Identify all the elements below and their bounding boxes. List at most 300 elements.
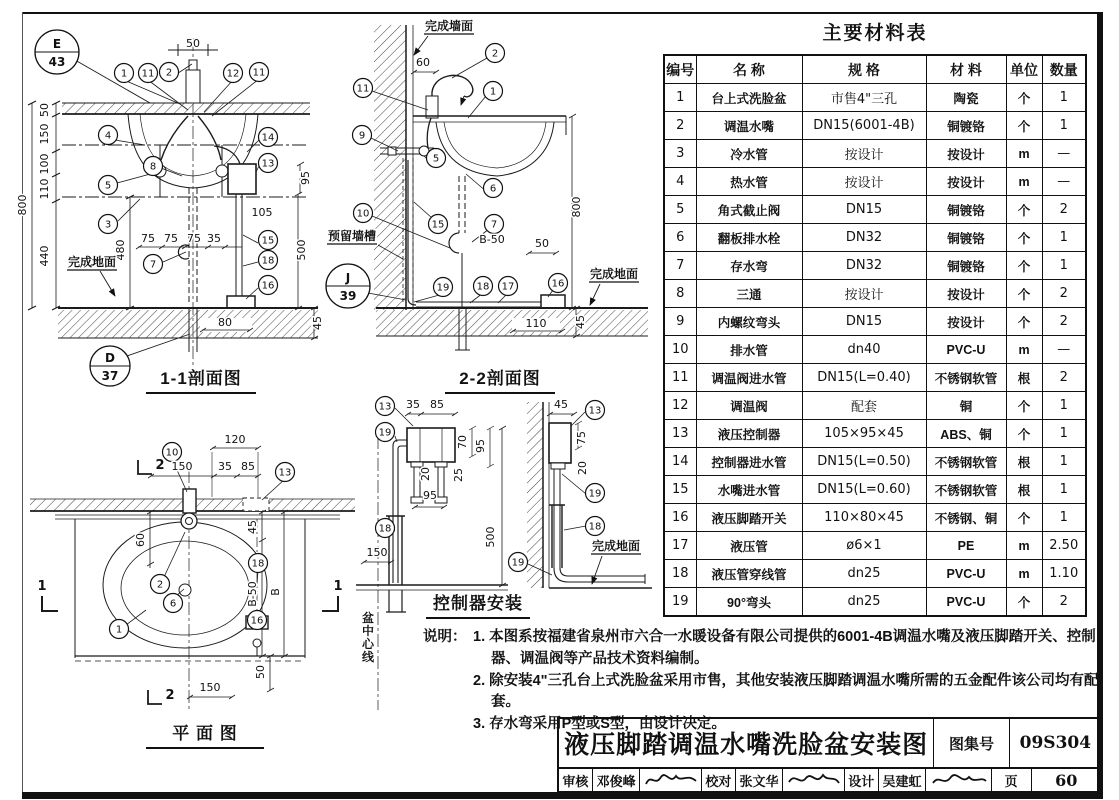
note-item: 3. 存水弯采用P型或S型，由设计决定。 [473, 716, 726, 732]
material-cell: 不锈钢软管 [926, 448, 1006, 476]
vdim-500 [295, 240, 308, 261]
callout-2 [160, 63, 179, 82]
vdim-50 [38, 103, 51, 117]
svg-text:18: 18 [261, 255, 275, 267]
mark-1 [333, 579, 342, 594]
vdim-440 [38, 246, 51, 267]
callout-1 [110, 620, 129, 639]
vdim-100 [38, 154, 51, 175]
material-cell: m [1006, 532, 1042, 560]
material-cell: 按设计 [926, 140, 1006, 168]
material-cell: m [1006, 168, 1042, 196]
svg-text:3: 3 [104, 219, 112, 231]
material-cell: 19 [664, 588, 696, 617]
callout-7 [144, 255, 163, 274]
material-cell: 2 [1042, 364, 1086, 392]
material-cell: DN15 [802, 308, 926, 336]
dim-50 [186, 37, 200, 50]
svg-text:50: 50 [535, 237, 549, 250]
material-cell: 铜镀铬 [926, 112, 1006, 140]
svg-text:110: 110 [38, 178, 51, 200]
material-cell: 2.50 [1042, 532, 1086, 560]
vdim-45 [311, 316, 324, 330]
svg-text:80: 80 [218, 316, 232, 329]
callout-13 [276, 463, 295, 482]
callout-5 [427, 149, 446, 168]
reviewer-signature [640, 769, 702, 791]
callout-19 [434, 278, 453, 297]
callout-5 [99, 176, 118, 195]
svg-text:19: 19 [511, 557, 525, 569]
mark-2 [165, 688, 174, 703]
svg-text:43: 43 [48, 55, 66, 69]
materials-table-title: 主要材料表 [822, 23, 928, 44]
finished-floor-label [589, 266, 639, 282]
material-cell: 不锈钢、铜 [926, 504, 1006, 532]
material-cell: PVC-U [926, 588, 1006, 617]
svg-text:150: 150 [38, 123, 51, 145]
material-cell: PVC-U [926, 336, 1006, 364]
svg-text:20: 20 [419, 467, 432, 481]
review-label: 审核 [559, 769, 593, 791]
svg-text:100: 100 [38, 153, 51, 175]
svg-text:12: 12 [226, 68, 240, 80]
material-cell: — [1042, 336, 1086, 364]
vdim-75 [575, 431, 588, 445]
detail-ref-e43 [35, 30, 79, 74]
svg-text:13: 13 [588, 405, 602, 417]
callout-9 [353, 126, 372, 145]
material-cell: 2 [1042, 280, 1086, 308]
material-cell: 15 [664, 476, 696, 504]
material-row [664, 336, 1086, 364]
callout-1 [115, 64, 134, 83]
material-cell: — [1042, 168, 1086, 196]
dim-60 [416, 56, 430, 69]
callout-11 [354, 79, 373, 98]
dim-120 [225, 433, 246, 446]
svg-text:20: 20 [576, 461, 589, 475]
section-1-1-linework [28, 38, 318, 368]
svg-text:45: 45 [311, 316, 324, 330]
page-label: 页 [992, 769, 1032, 791]
material-cell: 个 [1006, 588, 1042, 617]
material-row [664, 364, 1086, 392]
material-row [664, 168, 1086, 196]
vdim-45 [574, 315, 587, 329]
column-header: 材 料 [926, 55, 1006, 84]
material-cell: 热水管 [696, 168, 802, 196]
callout-4 [99, 126, 118, 145]
material-cell: 铜镀铬 [926, 252, 1006, 280]
atlas-number-label: 图集号 [934, 719, 1009, 767]
notes-label: 说明： [423, 629, 467, 645]
svg-text:2: 2 [165, 67, 173, 79]
material-cell: 个 [1006, 280, 1042, 308]
svg-text:11: 11 [141, 68, 155, 80]
callout-18 [249, 554, 268, 573]
material-cell: 个 [1006, 504, 1042, 532]
checker-signature [783, 769, 845, 791]
material-cell: 翻板排水栓 [696, 224, 802, 252]
dim-150 [172, 460, 193, 473]
svg-text:完成地面: 完成地面 [591, 539, 641, 553]
note-item: 1. 本图系按福建省泉州市六合一水暖设备有限公司提供的6001-4B调温水嘴及液压脚踏开关、控制器、调温阀等产品技术资料编制。 [473, 629, 1096, 667]
materials-table-head [664, 55, 1086, 84]
vdim-110 [38, 179, 51, 200]
svg-text:150: 150 [199, 681, 221, 694]
svg-text:B: B [269, 588, 282, 596]
svg-text:18: 18 [588, 521, 602, 533]
svg-text:45: 45 [554, 398, 568, 411]
dim-35 [406, 398, 420, 411]
material-cell: 105×95×45 [802, 420, 926, 448]
vdim-50 [254, 665, 267, 679]
svg-text:1: 1 [37, 579, 47, 594]
svg-text:18: 18 [476, 281, 490, 293]
svg-text:480: 480 [114, 239, 127, 261]
vdim-500 [484, 527, 497, 548]
material-cell: 个 [1006, 252, 1042, 280]
material-cell: 90°弯头 [696, 588, 802, 617]
material-cell: 2 [1042, 308, 1086, 336]
svg-text:19: 19 [588, 488, 602, 500]
svg-text:16: 16 [261, 280, 275, 292]
material-cell: 16 [664, 504, 696, 532]
material-cell: 个 [1006, 392, 1042, 420]
vdim-45 [246, 520, 259, 534]
reserved-wall-chase-label [327, 228, 377, 244]
vdim-20 [576, 461, 589, 475]
svg-text:J: J [345, 271, 351, 285]
svg-text:440: 440 [38, 245, 51, 267]
material-cell: 角式截止阀 [696, 196, 802, 224]
material-cell: 个 [1006, 112, 1042, 140]
vdim-150 [38, 124, 51, 145]
material-cell: DN15(L=0.40) [802, 364, 926, 392]
material-row [664, 588, 1086, 617]
materials-table-body [664, 84, 1086, 617]
material-cell: 铜镀铬 [926, 224, 1006, 252]
dim-150 [367, 546, 388, 559]
signature-scribble [929, 770, 989, 790]
material-cell: PE [926, 532, 1006, 560]
dim-80 [218, 316, 232, 329]
design-label: 设计 [845, 769, 879, 791]
svg-text:25: 25 [452, 468, 465, 482]
mark-2 [155, 458, 164, 473]
designer-signature [926, 769, 992, 791]
callout-3 [99, 215, 118, 234]
material-cell: 陶瓷 [926, 84, 1006, 112]
material-cell: ABS、铜 [926, 420, 1006, 448]
material-cell: 8 [664, 280, 696, 308]
material-cell: 1 [1042, 252, 1086, 280]
material-row [664, 504, 1086, 532]
svg-text:2: 2 [165, 688, 175, 703]
callout-19 [509, 553, 528, 572]
material-cell: 1 [1042, 420, 1086, 448]
material-cell: 1 [1042, 84, 1086, 112]
callout-10 [163, 443, 182, 462]
material-cell: 控制器进水管 [696, 448, 802, 476]
callout-18 [376, 519, 395, 538]
material-row [664, 420, 1086, 448]
basin-centerline-label [361, 610, 375, 664]
material-cell: 1 [1042, 392, 1086, 420]
svg-text:1: 1 [333, 579, 343, 594]
svg-text:75: 75 [575, 431, 588, 445]
material-cell: 个 [1006, 84, 1042, 112]
callout-11 [250, 63, 269, 82]
vdim-800 [16, 195, 29, 216]
svg-text:4: 4 [104, 130, 112, 142]
svg-text:10: 10 [165, 447, 179, 459]
material-cell: 配套 [802, 392, 926, 420]
callout-2 [151, 575, 170, 594]
material-row [664, 84, 1086, 112]
svg-text:8: 8 [149, 161, 157, 173]
material-cell: DN32 [802, 224, 926, 252]
mark-1 [37, 579, 46, 594]
material-cell: 按设计 [802, 168, 926, 196]
vdim-B-50 [246, 581, 259, 607]
svg-text:37: 37 [101, 369, 119, 383]
callout-12 [224, 64, 243, 83]
callout-2 [486, 44, 505, 63]
callout-8 [144, 157, 163, 176]
svg-text:95: 95 [423, 489, 437, 502]
material-row [664, 532, 1086, 560]
svg-text:45: 45 [246, 520, 259, 534]
material-cell: DN15(L=0.50) [802, 448, 926, 476]
material-cell: 台上式洗脸盆 [696, 84, 802, 112]
material-cell: 9 [664, 308, 696, 336]
plan-view-linework [30, 446, 355, 712]
material-row [664, 140, 1086, 168]
material-cell: 调温水嘴 [696, 112, 802, 140]
material-cell: 6 [664, 224, 696, 252]
svg-text:50: 50 [254, 665, 267, 679]
material-cell: 按设计 [802, 280, 926, 308]
svg-text:60: 60 [134, 533, 147, 547]
signature-scribble [643, 770, 699, 790]
svg-text:85: 85 [430, 398, 444, 411]
callout-18 [474, 277, 493, 296]
svg-text:完成墙面: 完成墙面 [424, 19, 474, 33]
svg-text:B-50: B-50 [479, 233, 505, 246]
dim-35 [207, 232, 221, 245]
material-cell: 12 [664, 392, 696, 420]
svg-text:75: 75 [164, 232, 178, 245]
svg-text:18: 18 [251, 558, 265, 570]
svg-text:11: 11 [356, 83, 370, 95]
svg-text:75: 75 [187, 232, 201, 245]
section-2-2-linework [368, 25, 648, 350]
material-cell: 液压控制器 [696, 420, 802, 448]
material-cell: 存水弯 [696, 252, 802, 280]
svg-text:7: 7 [149, 259, 157, 271]
dim-45 [554, 398, 568, 411]
material-cell: 11 [664, 364, 696, 392]
material-cell: 调温阀 [696, 392, 802, 420]
svg-text:5: 5 [104, 180, 112, 192]
column-header: 单位 [1006, 55, 1042, 84]
vdim-800 [570, 197, 583, 218]
svg-text:9: 9 [358, 130, 366, 142]
svg-text:120: 120 [224, 433, 246, 446]
material-cell: 市售4"三孔 [802, 84, 926, 112]
title-block-row2 [559, 769, 1101, 791]
material-cell: 铜镀铬 [926, 196, 1006, 224]
detail-ref-j39 [326, 264, 370, 308]
section-2-2-title [445, 368, 555, 393]
svg-text:10: 10 [356, 208, 370, 220]
material-cell: 1 [1042, 448, 1086, 476]
section-1-1-title [146, 368, 256, 393]
finished-floor-label [67, 254, 117, 270]
vdim-20 [419, 467, 432, 481]
dim-150 [200, 681, 221, 694]
material-row [664, 560, 1086, 588]
material-cell: 按设计 [802, 140, 926, 168]
material-cell: 1.10 [1042, 560, 1086, 588]
material-cell: DN32 [802, 252, 926, 280]
vdim-25 [452, 468, 465, 482]
material-cell: 根 [1006, 476, 1042, 504]
material-cell: DN15(6001-4B) [802, 112, 926, 140]
material-cell: 2 [664, 112, 696, 140]
svg-text:70: 70 [456, 435, 469, 449]
svg-text:1: 1 [120, 68, 128, 80]
svg-text:110: 110 [525, 317, 547, 330]
material-cell: 个 [1006, 196, 1042, 224]
callout-19 [586, 484, 605, 503]
material-cell: 18 [664, 560, 696, 588]
material-cell: PVC-U [926, 560, 1006, 588]
material-cell: 按设计 [926, 280, 1006, 308]
material-row [664, 308, 1086, 336]
material-cell: dn25 [802, 588, 926, 617]
material-cell: 内螺纹弯头 [696, 308, 802, 336]
svg-text:1-1剖面图: 1-1剖面图 [160, 369, 242, 388]
material-cell: 冷水管 [696, 140, 802, 168]
dim-35 [218, 460, 232, 473]
material-cell: 10 [664, 336, 696, 364]
dim-75 [187, 232, 201, 245]
material-cell: 1 [1042, 476, 1086, 504]
callout-11 [139, 64, 158, 83]
material-row [664, 252, 1086, 280]
svg-text:5: 5 [432, 153, 440, 165]
material-cell: 铜 [926, 392, 1006, 420]
svg-text:15: 15 [261, 235, 275, 247]
callout-17 [499, 277, 518, 296]
svg-text:2-2剖面图: 2-2剖面图 [459, 369, 541, 388]
svg-text:14: 14 [261, 132, 275, 144]
callout-10 [354, 204, 373, 223]
material-cell: 水嘴进水管 [696, 476, 802, 504]
controller-install-title [426, 593, 530, 618]
svg-text:150: 150 [171, 460, 193, 473]
svg-text:13: 13 [261, 158, 275, 170]
signature-scribble [786, 770, 842, 790]
plan-view-title [146, 723, 264, 748]
svg-text:85: 85 [241, 460, 255, 473]
material-cell: 个 [1006, 420, 1042, 448]
material-cell: 1 [1042, 224, 1086, 252]
material-row [664, 448, 1086, 476]
material-cell: 1 [1042, 504, 1086, 532]
svg-text:45: 45 [574, 315, 587, 329]
material-cell: 不锈钢软管 [926, 476, 1006, 504]
dim-50 [535, 237, 549, 250]
material-cell: 14 [664, 448, 696, 476]
callout-19 [376, 423, 395, 442]
material-cell: 按设计 [926, 168, 1006, 196]
svg-text:105: 105 [251, 206, 273, 219]
material-cell: 不锈钢软管 [926, 364, 1006, 392]
dim-75 [164, 232, 178, 245]
material-cell: — [1042, 140, 1086, 168]
svg-text:7: 7 [490, 219, 498, 231]
material-cell: 7 [664, 252, 696, 280]
dim-85 [241, 460, 255, 473]
material-cell: ø6×1 [802, 532, 926, 560]
callout-13 [259, 154, 278, 173]
dim-95 [423, 489, 437, 502]
atlas-number-value: 09S304 [1019, 733, 1092, 753]
svg-text:39: 39 [339, 289, 357, 303]
svg-text:18: 18 [378, 523, 392, 535]
svg-text:35: 35 [207, 232, 221, 245]
material-cell: 个 [1006, 308, 1042, 336]
dim-110 [526, 317, 547, 330]
material-cell: dn25 [802, 560, 926, 588]
svg-text:35: 35 [218, 460, 232, 473]
svg-text:13: 13 [278, 467, 292, 479]
vdim-B [269, 588, 282, 596]
svg-text:800: 800 [16, 194, 29, 216]
svg-text:预留墙槽: 预留墙槽 [327, 229, 377, 243]
finished-floor-label [591, 538, 641, 554]
material-cell: 根 [1006, 364, 1042, 392]
callout-13 [376, 397, 395, 416]
svg-text:D: D [105, 351, 115, 365]
dim-75 [141, 232, 155, 245]
svg-text:95: 95 [299, 171, 312, 185]
material-cell: 1 [664, 84, 696, 112]
title-block-row1 [559, 719, 1101, 769]
svg-text:E: E [52, 37, 62, 51]
material-cell: 排水管 [696, 336, 802, 364]
callout-15 [429, 215, 448, 234]
material-cell: 液压管 [696, 532, 802, 560]
svg-text:盆中心线: 盆中心线 [361, 611, 375, 664]
material-cell: dn40 [802, 336, 926, 364]
callout-7 [485, 215, 504, 234]
material-cell: 调温阀进水管 [696, 364, 802, 392]
svg-text:60: 60 [416, 56, 430, 69]
svg-text:控制器安装: 控制器安装 [433, 594, 523, 613]
svg-text:1: 1 [489, 86, 497, 98]
callout-16 [549, 274, 568, 293]
svg-text:16: 16 [250, 615, 264, 627]
detail-ref-d37 [90, 346, 130, 386]
materials-table-section [663, 18, 1087, 617]
svg-text:完成地面: 完成地面 [589, 267, 639, 281]
material-cell: 根 [1006, 448, 1042, 476]
